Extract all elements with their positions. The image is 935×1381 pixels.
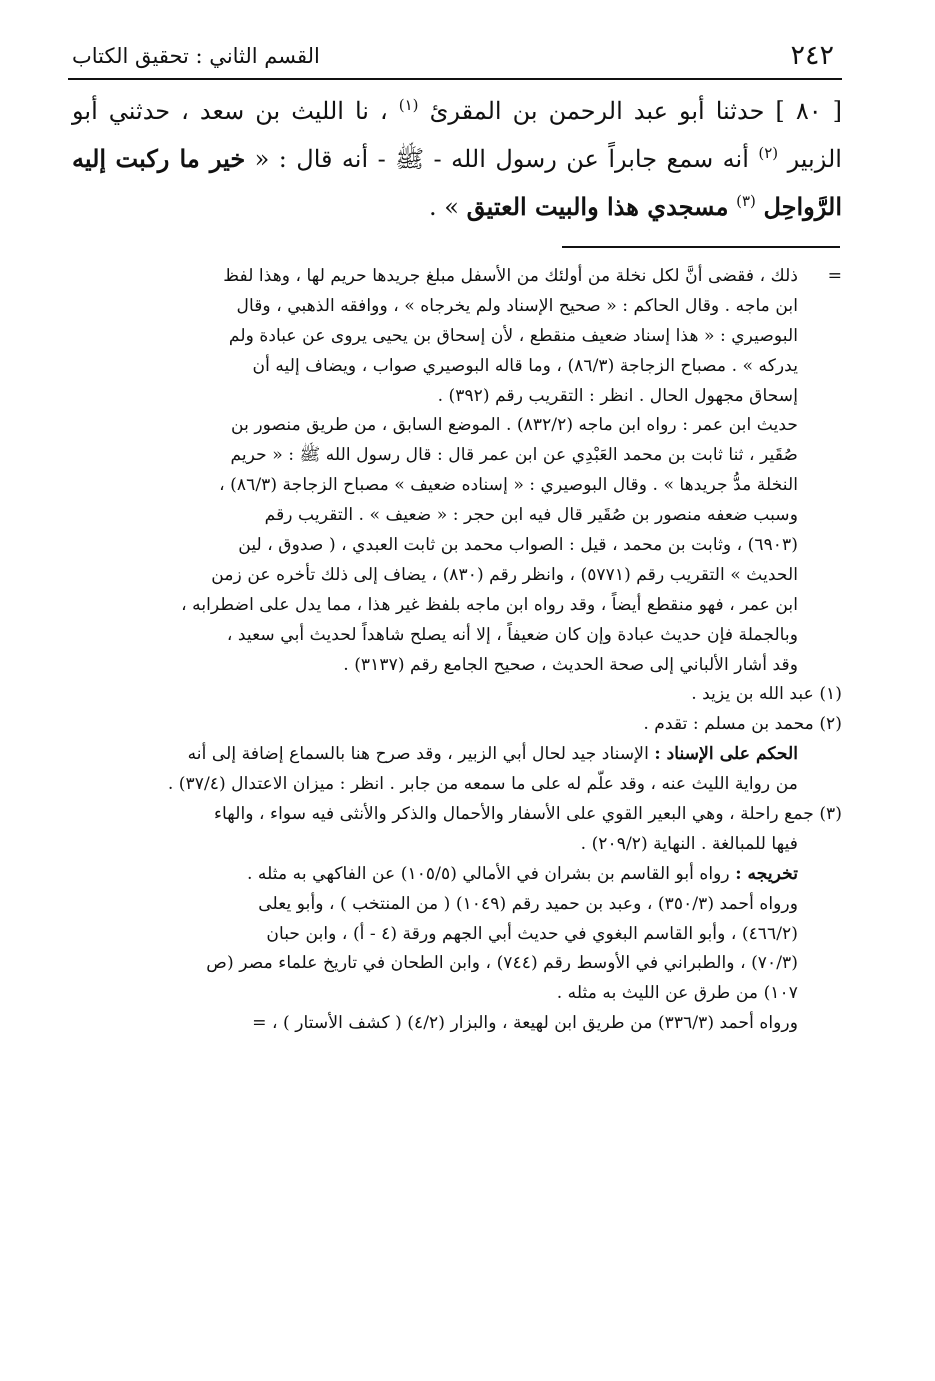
footnote-line-text: ذلك ، فقضى أنَّ لكل نخلة من أولئك من الأسفل مبلغ جريدها حريم لها ، وهذا لفظ xyxy=(223,266,798,286)
hukm-line: من رواية الليث عنه ، وقد علَّم له على ما سمعه من جابر . انظر : ميزان الاعتدال (٣٧/٤) . xyxy=(167,774,798,795)
footnote-1: (١) عبد الله بن يزيد . xyxy=(691,684,842,705)
footnote-line xyxy=(70,591,842,621)
footnote-line-text: وبالجملة فإن حديث عبادة وإن كان ضعيفاً ، إلا أنه يصلح شاهداً لحديث أبي سعيد ، xyxy=(226,624,798,645)
takhrij-line: ورواه أحمد (٣٣٦/٣) من طريق ابن لهيعة ، والبزار (٤/٢) ( كشف الأستار ) ، = xyxy=(252,1013,798,1034)
takhrij-line xyxy=(70,860,842,890)
hukm-text: الإسناد جيد لحال أبي الزبير ، وقد صرح هنا بالسماع إضافة إلى أنه xyxy=(187,744,649,765)
footnote-line-text: إسحاق مجهول الحال . انظر : التقريب رقم (٣٩٢) . xyxy=(437,385,798,406)
hadith-line1: [ ٨٠ ] حدثنا أبو عبد الرحمن بن المقرئ xyxy=(429,97,842,125)
hadith-text xyxy=(72,88,842,231)
footnote-line-text: صُقَير ، ثنا ثابت بن محمد العَبْدِي عن ابن عمر قال : قال رسول الله ﷺ : « حريم xyxy=(230,445,798,466)
footnote-line-text: وقد أشار الألباني إلى صحة الحديث ، صحيح الجامع رقم (٣١٣٧) . xyxy=(343,654,798,675)
hukm-line xyxy=(70,740,842,770)
footnote-line-text: حديث ابن عمر : رواه ابن ماجه (٨٣٢/٢) . الموضع السابق ، من طريق منصور بن xyxy=(231,415,798,436)
footnote-line xyxy=(70,621,842,651)
takhrij-line: (٧٠/٣) ، والطبراني في الأوسط رقم (٧٤٤) ، وابن الطحان في تاريخ علماء مصر (ص xyxy=(206,953,798,974)
footnote-line xyxy=(70,382,842,412)
footnotes xyxy=(70,262,842,1039)
footnote-line-text: النخلة مدُّ جريدها » . وقال البوصيري : « إسناده ضعيف » مصباح الزجاجة (٨٦/٣) ، xyxy=(219,475,798,496)
footnote-line-text: ابن ماجه . وقال الحاكم : « صحيح الإسناد ولم يخرجاه » ، ووافقه الذهبي ، وقال xyxy=(236,295,798,316)
hadith-matn-part3: مسجدي هذا والبيت العتيق xyxy=(466,192,729,221)
continuation-marker: = xyxy=(827,266,842,286)
footnote-line-text: الحديث » التقريب رقم (٥٧٧١) ، وانظر رقم (٨٣٠) ، يضاف إلى ذلك تأخره عن زمن xyxy=(211,564,798,585)
footnote-line xyxy=(70,262,842,292)
footnote-line xyxy=(70,531,842,561)
footnote-line xyxy=(70,292,842,322)
footnote-line-text: (٦٩٠٣) ، وثابت بن محمد ، قيل : الصواب محمد بن ثابت العبدي ، ( صدوق ، لين xyxy=(238,535,798,556)
footnote-line xyxy=(70,352,842,382)
footnote-ref-3: (٣) xyxy=(736,192,756,210)
footnote-separator xyxy=(562,246,840,248)
footnote-2: (٢) محمد بن مسلم : تقدم . xyxy=(643,714,842,735)
footnote-line-text: البوصيري : « هذا إسناد ضعيف منقطع ، لأن إسحاق بن يحيى يروى عن عبادة ولم xyxy=(228,325,798,346)
footnote-line xyxy=(70,411,842,441)
footnote-line-text: يدركه » . مصباح الزجاجة (٨٦/٣) ، وما قاله البوصيري صواب ، ويضاف إليه أن xyxy=(252,355,798,376)
footnote-ref-2: (٢) xyxy=(758,144,779,162)
hadith-matn-part1: خير ما ركبت xyxy=(115,144,246,173)
footnote-line xyxy=(70,471,842,501)
hadith-end: » . xyxy=(429,193,459,221)
footnote-3-cont: فيها للمبالغة . النهاية (٢٠٩/٢) . xyxy=(580,833,798,854)
hadith-matn-part2: إليه الرَّواحِل xyxy=(72,144,842,221)
hadith-line1-tail: ، نا الليث بن سعد ، حدثني xyxy=(108,97,388,125)
page-number: ٢٤٢ xyxy=(790,40,834,71)
footnote-line xyxy=(70,322,842,352)
running-title: القسم الثاني : تحقيق الكتاب xyxy=(72,44,320,68)
takhrij-text: رواه أبو القاسم بن بشران في الأمالي (١٠٥/٥) عن الفاكهي به مثله . xyxy=(246,863,730,884)
footnote-3: (٣) جمع راحلة ، وهي البعير القوي على الأسفار والأحمال والذكر والأنثى فيه سواء ، والهاء xyxy=(213,804,842,825)
hukm-label: الحكم على الإسناد : xyxy=(654,744,798,765)
footnote-line xyxy=(70,501,842,531)
takhrij-label: تخريجه : xyxy=(735,863,798,884)
footnote-line-text: وسبب ضعفه منصور بن صُقَير قال فيه ابن حجر : « ضعيف » . التقريب رقم xyxy=(264,505,798,526)
footnote-line xyxy=(70,651,842,681)
takhrij-line: ورواه أحمد (٣٥٠/٣) ، وعبد بن حميد رقم (١٠٤٩) ( من المنتخب ) ، وأبو يعلى xyxy=(258,893,798,914)
hadith-line2-mid: أنه سمع جابراً عن رسول الله - ﷺ - أنه قال : « xyxy=(254,145,749,173)
footnote-line xyxy=(70,441,842,471)
page-header xyxy=(68,38,842,80)
hadith-line2-start: أبو الزبير xyxy=(72,97,842,173)
footnote-line xyxy=(70,561,842,591)
takhrij-line: (٤٦٦/٢) ، وأبو القاسم البغوي في حديث أبي الجهم ورقة (٤ - أ) ، وابن حبان xyxy=(266,923,798,944)
takhrij-line: ١٠٧) من طرق عن الليث به مثله . xyxy=(556,983,798,1004)
footnote-ref-1: (١) xyxy=(398,96,419,114)
footnote-line-text: ابن عمر ، فهو منقطع أيضاً ، وقد رواه ابن ماجه بلفظ غير هذا ، مما يدل على اضطرابه ، xyxy=(181,594,798,615)
